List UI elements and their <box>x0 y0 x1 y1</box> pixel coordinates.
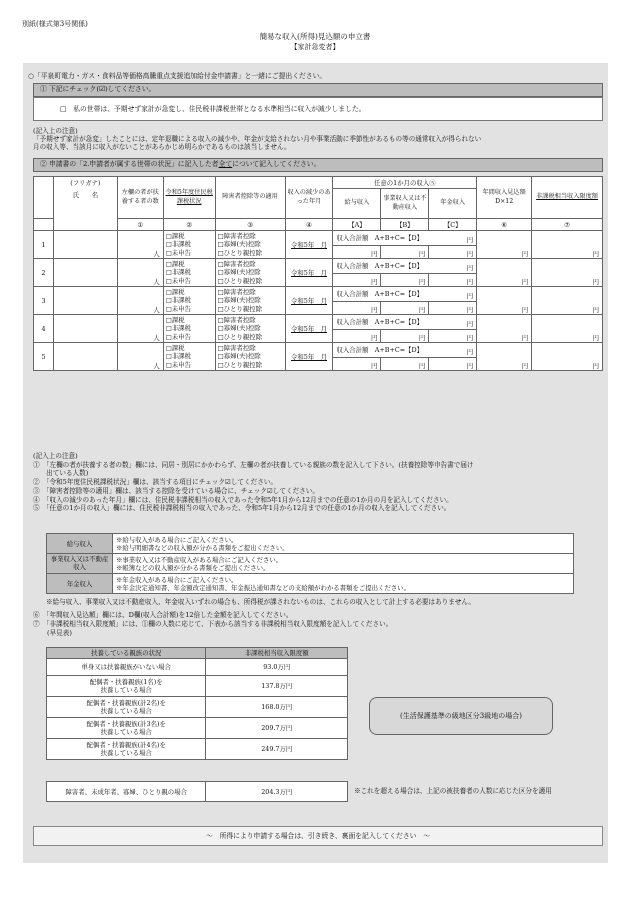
document-title: 簡易な収入(所得)見込額の申立書 <box>259 32 371 41</box>
dependents-field[interactable]: 人 <box>117 343 163 371</box>
salary-field[interactable]: 円 <box>333 330 381 343</box>
section2-bar: ② 申請書の「2.申請者が属する世帯の状況」に記入した者全てについて記入してください。 <box>33 158 603 172</box>
form-reference: 別紙(様式第3号関係) <box>22 20 88 28</box>
deduction-options[interactable]: □障害者控除 □寡婦(夫)控除 □ひとり親控除 <box>215 287 285 315</box>
income-total-field[interactable]: 収入合計額 A+B+C=【D】 円 <box>333 231 477 246</box>
business-field[interactable]: 円 <box>381 358 429 371</box>
household-status: 単身又は扶養親族がいない場合 <box>47 659 206 676</box>
household-income-table: (フリガナ) 氏 名 左欄の者が扶養する者の数 令和5年度住民税課税状況 障害者控除等の適用 収入の減少のあった年月 任意の1か月の収入⑤ 年間収入見込額D×12 非課税相当収入限度額 給与収入 事業収入又は不動産収入 年金収入 ① ② ③ ④ 【A】 【B】 【C】 ⑥ ⑦ 1 人 □課税 □非課税 □未申告 □障害者控除 □寡婦(夫)控除 □ひとり親控除 令和5年 月 収入合計額 A+B+C=【D】 円 円 円 円 円 円 2 人 □課税 □非課税 □未申告 □障害者控除 □寡婦(夫)控除 □ひとり親控除 令和5年 月 収入合計額 A+B+C=【D】 円 円 円 円 円 円 3 人 □課税 □非課税 □未申告 □障害者控除 □寡婦(夫)控除 □ひとり親控除 令和5年 月 収入合計額 A+B+C=【D】 円 円 円 円 円 円 4 人 □課税 □非課税 □未申告 □障害者控除 □寡婦(夫)控除 □ひとり親控除 令和5年 月 収入合計額 A+B+C=【D】 円 円 円 円 円 円 5 人 □課税 □非課税 □未申告 □障害者控除 □寡婦(夫)控除 □ひとり親控除 令和5年 月 収入合計額 A+B+C=【D】 円 円 円 円 円 円 <box>33 176 603 371</box>
table-row <box>47 676 348 697</box>
notes-section3: ⑥ 「年間収入見込額」欄には、D欄(収入合計額)を12倍した金額を記入してください。 ⑦ 「非課税相当収入限度額」には、①欄の人数に応じて、下表から該当する非課税相当収入限度額を記入してください。 (早見表) <box>33 611 393 637</box>
limit-amount: 93.0万円 <box>206 659 348 676</box>
business-field[interactable]: 円 <box>381 274 429 287</box>
row-number: 2 <box>34 259 54 287</box>
special-case-note: ※これを超える場合は、上記の被扶養者の人数に応じた区分を適用 <box>354 787 552 795</box>
row-number: 4 <box>34 315 54 343</box>
row-number: 5 <box>34 343 54 371</box>
deduction-header: 障害者控除等の適用 <box>215 177 285 219</box>
pension-field[interactable]: 円 <box>429 358 477 371</box>
business-field[interactable]: 円 <box>381 330 429 343</box>
pension-field[interactable]: 円 <box>429 330 477 343</box>
decrease-month-field[interactable]: 令和5年 月 <box>285 287 333 315</box>
pension-field[interactable]: 円 <box>429 302 477 315</box>
income-total-field[interactable]: 収入合計額 A+B+C=【D】 円 <box>333 315 477 330</box>
income-limit-field[interactable]: 円 <box>532 287 603 315</box>
income-limit-field[interactable]: 円 <box>532 259 603 287</box>
name-field[interactable] <box>53 231 117 259</box>
pension-field[interactable]: 円 <box>429 274 477 287</box>
household-status: 配偶者・扶養親族(計3名)を 扶養している場合 <box>47 718 206 739</box>
name-field[interactable] <box>53 287 117 315</box>
table-row <box>47 697 348 718</box>
household-status: 配偶者・扶養親族(計2名)を 扶養している場合 <box>47 697 206 718</box>
tax-status-options[interactable]: □課税 □非課税 □未申告 <box>163 343 215 371</box>
income-total-field[interactable]: 収入合計額 A+B+C=【D】 円 <box>333 287 477 302</box>
decrease-month-field[interactable]: 令和5年 月 <box>285 343 333 371</box>
tax-status-options[interactable]: □課税 □非課税 □未申告 <box>163 231 215 259</box>
decrease-month-field[interactable]: 令和5年 月 <box>285 315 333 343</box>
limit-amount: 209.7万円 <box>206 718 348 739</box>
decrease-month-field[interactable]: 令和5年 月 <box>285 231 333 259</box>
business-field[interactable]: 円 <box>381 246 429 259</box>
quick-reference-table: 扶養している親族の状況 非課税相当収入限度額 単身又は扶養親族がいない場合 93.0万円 配偶者・扶養親族(1名)を 扶養している場合 137.8万円 配偶者・扶養親族(計2名)を 扶養している場合 168.0万円 配偶者・扶養親族(計3名)を 扶養している場合 209.7万円 配偶者・扶養親族(計4名)を 扶養している場合 249.7万円 <box>46 647 348 760</box>
row-number: 3 <box>34 287 54 315</box>
tax-status-options[interactable]: □課税 □非課税 □未申告 <box>163 259 215 287</box>
annual-income-field[interactable]: 円 <box>477 231 532 259</box>
livelihood-grade-label: (生活保護基準の級地区分3級地の場合) <box>369 697 553 735</box>
section1-checkbox-row[interactable] <box>33 97 603 121</box>
dependents-header: 左欄の者が扶養する者の数 <box>117 177 163 219</box>
income-footnote: ※給与収入、事業収入又は不動産収入、年金収入いずれの場合も、所得税が課されないものは、これらの収入として計上する必要はありません。 <box>46 598 475 606</box>
pension-header: 年金収入 <box>429 189 477 219</box>
document-subtitle: 【家計急変者】 <box>290 43 340 51</box>
salary-field[interactable]: 円 <box>333 274 381 287</box>
dependents-field[interactable]: 人 <box>117 231 163 259</box>
table-row <box>47 718 348 739</box>
annual-income-field[interactable]: 円 <box>477 287 532 315</box>
table-row <box>34 259 603 274</box>
income-types-table: 給与収入 ※給与収入がある場合にご記入ください。 ※給与明細書などの収入額が分かる書類をご提出ください。 事業収入又は不動産収入 ※事業収入又は不動産収入がある場合にご記入ください。 ※帳簿などの収入額が分かる書類をご提出ください。 年金収入 ※年金収入がある場合にご記入ください。 ※年金決定通知書、年金額改定通知書、年金振込通知書などの支給額がわかる書類をご提出ください。 <box>46 533 574 594</box>
name-field[interactable] <box>53 259 117 287</box>
dependents-field[interactable]: 人 <box>117 315 163 343</box>
income-limit-field[interactable]: 円 <box>532 231 603 259</box>
special-case-table: 障害者、未成年者、寡婦、ひとり親の場合 204.3万円 <box>46 781 348 802</box>
furigana-header: (フリガナ) <box>70 179 101 187</box>
deduction-options[interactable]: □障害者控除 □寡婦(夫)控除 □ひとり親控除 <box>215 259 285 287</box>
pension-field[interactable]: 円 <box>429 246 477 259</box>
table-row <box>47 739 348 760</box>
table-row <box>34 287 603 302</box>
tax-status-header: 令和5年度住民税課税状況 <box>163 177 215 219</box>
sudden-change-checkbox-text: □ 私の世帯は、予期せず家計が急変し、住民税非課税世帯となる水準相当に収入が減少しました。 <box>60 105 366 113</box>
limit-amount: 168.0万円 <box>206 697 348 718</box>
monthly-income-header: 任意の1か月の収入⑤ <box>333 177 477 189</box>
income-limit-field[interactable]: 円 <box>532 315 603 343</box>
income-total-field[interactable]: 収入合計額 A+B+C=【D】 円 <box>333 259 477 274</box>
annual-income-field[interactable]: 円 <box>477 343 532 371</box>
table-row <box>34 315 603 330</box>
annual-income-header: 年間収入見込額D×12 <box>477 177 532 219</box>
limit-amount: 249.7万円 <box>206 739 348 760</box>
submission-note: ○「平泉町電力・ガス・食料品等価格高騰重点支援追加給付金申請書」と一緒にご提出ください。 <box>28 72 327 80</box>
tax-status-options[interactable]: □課税 □非課税 □未申告 <box>163 315 215 343</box>
income-total-field[interactable]: 収入合計額 A+B+C=【D】 円 <box>333 343 477 358</box>
deduction-options[interactable]: □障害者控除 □寡婦(夫)控除 □ひとり親控除 <box>215 231 285 259</box>
table-row <box>34 231 603 246</box>
section1-bar: ① 下記にチェック(☑)してください。 <box>33 83 603 97</box>
salary-field[interactable]: 円 <box>333 358 381 371</box>
annual-income-field[interactable]: 円 <box>477 259 532 287</box>
dependents-field[interactable]: 人 <box>117 287 163 315</box>
income-limit-header: 非課税相当収入限度額 <box>532 177 603 219</box>
row-number: 1 <box>34 231 54 259</box>
annual-income-field[interactable]: 円 <box>477 315 532 343</box>
name-field[interactable] <box>53 343 117 371</box>
business-header: 事業収入又は不動産収入 <box>381 189 429 219</box>
salary-field[interactable]: 円 <box>333 302 381 315</box>
salary-header: 給与収入 <box>333 189 381 219</box>
table-row <box>34 343 603 358</box>
name-field[interactable] <box>53 315 117 343</box>
deduction-options[interactable]: □障害者控除 □寡婦(夫)控除 □ひとり親控除 <box>215 315 285 343</box>
household-status: 配偶者・扶養親族(1名)を 扶養している場合 <box>47 676 206 697</box>
household-status: 配偶者・扶養親族(計4名)を 扶養している場合 <box>47 739 206 760</box>
decrease-month-header: 収入の減少のあった年月 <box>285 177 333 219</box>
salary-field[interactable]: 円 <box>333 246 381 259</box>
dependents-field[interactable]: 人 <box>117 259 163 287</box>
household-rows <box>34 231 603 371</box>
continue-reverse-note: 〜 所得により申請する場合は、引き続き、裏面を記入してください 〜 <box>33 826 603 846</box>
tax-status-options[interactable]: □課税 □非課税 □未申告 <box>163 287 215 315</box>
notes-section2: (記入上の注意) ① 「左欄の者が扶養する者の数」欄には、同居・別居にかかわらず、左欄の者が扶養している親族の数を記入して下さい。(扶養控除等申告書で届け 出ている人数) ② 「令和5年度住民税課税状況」欄は、該当する項目にチェック☑してください。 ③ 「障害者控除等の適用」欄は、該当する控除を受けている場合に、チェック☑してください。 ④ 「収入の減少のあった年月」欄には、住民税非課税相当の収入であった令和5年1月から12月までの任意の1か月の月を記入してください。 ⑤ 「任意の1か月の収入」欄には、住民税非課税相当の収入であった、令和5年1月から12月までの任意の1か月の収入を記入してください。 <box>33 452 474 513</box>
notes-section1: (記入上の注意) 「予期せず家計が急変」したことには、定年退職による収入の減少や、年金が支給されない月や事業活動に季節性があるもの等の通常収入が得られない 月の収入等、当該月に収入がないことがあらかじめ明らかであるものは該当しません。 <box>33 127 482 152</box>
income-limit-field[interactable]: 円 <box>532 343 603 371</box>
decrease-month-field[interactable]: 令和5年 月 <box>285 259 333 287</box>
table-row <box>47 659 348 676</box>
business-field[interactable]: 円 <box>381 302 429 315</box>
limit-amount: 137.8万円 <box>206 676 348 697</box>
name-header: 氏 名 <box>72 191 99 199</box>
deduction-options[interactable]: □障害者控除 □寡婦(夫)控除 □ひとり親控除 <box>215 343 285 371</box>
